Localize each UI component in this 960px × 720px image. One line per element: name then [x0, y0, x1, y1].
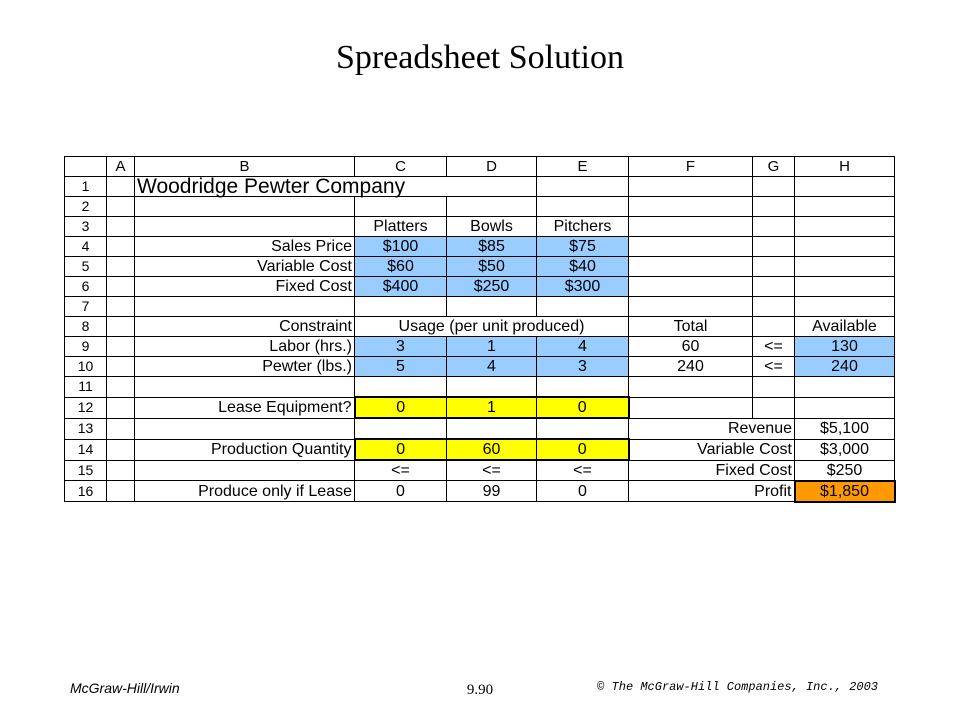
column-header-g[interactable]: G — [753, 157, 795, 177]
sales-price-platters[interactable]: $100 — [355, 237, 447, 257]
profit-value[interactable]: $1,850 — [795, 481, 895, 502]
row-header-2[interactable]: 2 — [65, 197, 107, 217]
labor-available[interactable]: 130 — [795, 337, 895, 357]
sales-price-pitchers[interactable]: $75 — [537, 237, 629, 257]
cell[interactable] — [107, 439, 135, 460]
cell[interactable] — [537, 377, 629, 398]
column-header-h[interactable]: H — [795, 157, 895, 177]
row-header-16[interactable]: 16 — [65, 481, 107, 502]
sheet-row-8 — [65, 317, 895, 337]
row-header-7[interactable]: 7 — [65, 297, 107, 317]
cell[interactable] — [135, 377, 355, 398]
row-header-13[interactable]: 13 — [65, 418, 107, 439]
fixed-cost-total[interactable]: $250 — [795, 460, 895, 481]
cell[interactable] — [537, 297, 629, 317]
cell[interactable] — [629, 397, 753, 418]
variable-cost-bowls[interactable]: $50 — [447, 257, 537, 277]
cell[interactable] — [795, 197, 895, 217]
cell[interactable] — [447, 197, 537, 217]
cell-f1[interactable] — [629, 177, 753, 197]
slide-title: Spreadsheet Solution — [335, 39, 625, 76]
row-header-12[interactable]: 12 — [65, 397, 107, 418]
footer-page-number: 9.90 — [466, 682, 494, 698]
cell[interactable] — [107, 397, 135, 418]
column-header-c[interactable]: C — [355, 157, 447, 177]
cell[interactable] — [795, 397, 895, 418]
production-platters[interactable]: 0 — [355, 439, 447, 460]
fixed-cost-bowls[interactable]: $250 — [447, 277, 537, 297]
pewter-label[interactable]: Pewter (lbs.) — [135, 357, 355, 377]
row-header-15[interactable]: 15 — [65, 460, 107, 481]
cell[interactable] — [629, 237, 753, 257]
company-name-cell[interactable]: Woodridge Pewter Company — [135, 177, 537, 197]
row-header-10[interactable]: 10 — [65, 357, 107, 377]
variable-cost-total-label[interactable]: Variable Cost — [629, 439, 795, 460]
variable-cost-pitchers[interactable]: $40 — [537, 257, 629, 277]
sheet-row-12 — [65, 397, 895, 418]
cell[interactable] — [355, 197, 447, 217]
production-pitchers[interactable]: 0 — [537, 439, 629, 460]
le-bowls[interactable]: <= — [447, 460, 537, 481]
cell[interactable] — [107, 418, 135, 439]
profit-label[interactable]: Profit — [629, 481, 795, 502]
cell[interactable] — [629, 277, 753, 297]
cell[interactable] — [107, 237, 135, 257]
cell-h1[interactable] — [795, 177, 895, 197]
sheet-row-11 — [65, 377, 895, 398]
pewter-pitchers[interactable]: 3 — [537, 357, 629, 377]
labor-bowls[interactable]: 1 — [447, 337, 537, 357]
available-header[interactable]: Available — [795, 317, 895, 337]
cell[interactable] — [107, 357, 135, 377]
row-header-8[interactable]: 8 — [65, 317, 107, 337]
cell[interactable] — [629, 197, 753, 217]
column-header-row — [65, 157, 895, 177]
column-header-f[interactable]: F — [629, 157, 753, 177]
cell[interactable] — [135, 197, 355, 217]
le-platters[interactable]: <= — [355, 460, 447, 481]
labor-total[interactable]: 60 — [629, 337, 753, 357]
fixed-cost-platters[interactable]: $400 — [355, 277, 447, 297]
pewter-bowls[interactable]: 4 — [447, 357, 537, 377]
cell[interactable] — [537, 418, 629, 439]
constraint-label[interactable]: Constraint — [135, 317, 355, 337]
pewter-available[interactable]: 240 — [795, 357, 895, 377]
cell[interactable] — [135, 418, 355, 439]
sheet-row-7 — [65, 297, 895, 317]
sheet-row-14 — [65, 439, 895, 460]
cell[interactable] — [107, 257, 135, 277]
column-header-b[interactable]: B — [135, 157, 355, 177]
revenue-label[interactable]: Revenue — [629, 418, 795, 439]
sheet-row-15 — [65, 460, 895, 481]
product-header-platters[interactable]: Platters — [355, 217, 447, 237]
cell[interactable] — [795, 257, 895, 277]
cell[interactable] — [537, 197, 629, 217]
column-header-a[interactable]: A — [107, 157, 135, 177]
cell[interactable] — [753, 277, 795, 297]
cell[interactable] — [355, 418, 447, 439]
product-header-pitchers[interactable]: Pitchers — [537, 217, 629, 237]
row-header-9[interactable]: 9 — [65, 337, 107, 357]
cell[interactable] — [107, 217, 135, 237]
product-header-bowls[interactable]: Bowls — [447, 217, 537, 237]
cell[interactable] — [135, 460, 355, 481]
footer-publisher: McGraw-Hill/Irwin — [70, 680, 180, 696]
cell[interactable] — [795, 217, 895, 237]
sheet-row-1 — [65, 177, 895, 197]
sheet-row-3 — [65, 217, 895, 237]
fixed-cost-pitchers[interactable]: $300 — [537, 277, 629, 297]
row-header-5[interactable]: 5 — [65, 257, 107, 277]
lease-bowls[interactable]: 1 — [447, 397, 537, 418]
sheet-row-4 — [65, 237, 895, 257]
labor-pitchers[interactable]: 4 — [537, 337, 629, 357]
cell[interactable] — [135, 297, 355, 317]
cell-g1[interactable] — [753, 177, 795, 197]
cell[interactable] — [629, 377, 753, 398]
sheet-row-2 — [65, 197, 895, 217]
lease-platters[interactable]: 0 — [355, 397, 447, 418]
cell[interactable] — [629, 297, 753, 317]
cell[interactable] — [795, 297, 895, 317]
lease-label[interactable]: Lease Equipment? — [135, 397, 355, 418]
cell[interactable] — [107, 460, 135, 481]
fixed-cost-total-label[interactable]: Fixed Cost — [629, 460, 795, 481]
produce-if-lease-label[interactable]: Produce only if Lease — [135, 481, 355, 502]
sales-price-bowls[interactable]: $85 — [447, 237, 537, 257]
cell[interactable] — [107, 317, 135, 337]
pewter-total[interactable]: 240 — [629, 357, 753, 377]
row-header-14[interactable]: 14 — [65, 439, 107, 460]
cell[interactable] — [629, 217, 753, 237]
cell[interactable] — [447, 418, 537, 439]
labor-label[interactable]: Labor (hrs.) — [135, 337, 355, 357]
cell[interactable] — [753, 377, 795, 398]
row-header-1[interactable]: 1 — [65, 177, 107, 197]
row-header-3[interactable]: 3 — [65, 217, 107, 237]
cell[interactable] — [753, 397, 795, 418]
column-header-d[interactable]: D — [447, 157, 537, 177]
cell[interactable] — [135, 217, 355, 237]
spreadsheet-grid — [64, 156, 896, 503]
sheet-row-13 — [65, 418, 895, 439]
cell[interactable] — [753, 257, 795, 277]
cell[interactable] — [753, 317, 795, 337]
row-header-11[interactable]: 11 — [65, 377, 107, 398]
cell[interactable] — [795, 237, 895, 257]
labor-operator[interactable]: <= — [753, 337, 795, 357]
cell[interactable] — [753, 297, 795, 317]
cell[interactable] — [107, 197, 135, 217]
cell-a1[interactable] — [107, 177, 135, 197]
cell[interactable] — [447, 377, 537, 398]
fixed-cost-label[interactable]: Fixed Cost — [135, 277, 355, 297]
cell[interactable] — [753, 197, 795, 217]
cell[interactable] — [753, 217, 795, 237]
row-header-6[interactable]: 6 — [65, 277, 107, 297]
production-label[interactable]: Production Quantity — [135, 439, 355, 460]
lease-pitchers[interactable]: 0 — [537, 397, 629, 418]
cell[interactable] — [355, 297, 447, 317]
cell[interactable] — [795, 377, 895, 398]
pewter-platters[interactable]: 5 — [355, 357, 447, 377]
cell[interactable] — [107, 297, 135, 317]
variable-cost-total[interactable]: $3,000 — [795, 439, 895, 460]
sheet-row-10 — [65, 357, 895, 377]
cell[interactable] — [107, 377, 135, 398]
production-bowls[interactable]: 60 — [447, 439, 537, 460]
cell[interactable] — [795, 277, 895, 297]
le-pitchers[interactable]: <= — [537, 460, 629, 481]
sheet-row-16 — [65, 481, 895, 502]
cell[interactable] — [107, 337, 135, 357]
total-header[interactable]: Total — [629, 317, 753, 337]
variable-cost-label[interactable]: Variable Cost — [135, 257, 355, 277]
sheet-row-5 — [65, 257, 895, 277]
column-header-e[interactable]: E — [537, 157, 629, 177]
cell[interactable] — [107, 277, 135, 297]
sheet-row-6 — [65, 277, 895, 297]
labor-platters[interactable]: 3 — [355, 337, 447, 357]
cell[interactable] — [629, 257, 753, 277]
cell[interactable] — [447, 297, 537, 317]
footer-copyright: © The McGraw-Hill Companies, Inc., 2003 — [597, 680, 878, 694]
usage-header[interactable]: Usage (per unit produced) — [355, 317, 629, 337]
cell-e1[interactable] — [537, 177, 629, 197]
sales-price-label[interactable]: Sales Price — [135, 237, 355, 257]
select-all-corner[interactable] — [65, 157, 107, 177]
produce-if-bowls[interactable]: 99 — [447, 481, 537, 502]
pewter-operator[interactable]: <= — [753, 357, 795, 377]
cell[interactable] — [107, 481, 135, 502]
produce-if-pitchers[interactable]: 0 — [537, 481, 629, 502]
revenue-value[interactable]: $5,100 — [795, 418, 895, 439]
row-header-4[interactable]: 4 — [65, 237, 107, 257]
cell[interactable] — [753, 237, 795, 257]
sheet-row-9 — [65, 337, 895, 357]
cell[interactable] — [355, 377, 447, 398]
variable-cost-platters[interactable]: $60 — [355, 257, 447, 277]
produce-if-platters[interactable]: 0 — [355, 481, 447, 502]
